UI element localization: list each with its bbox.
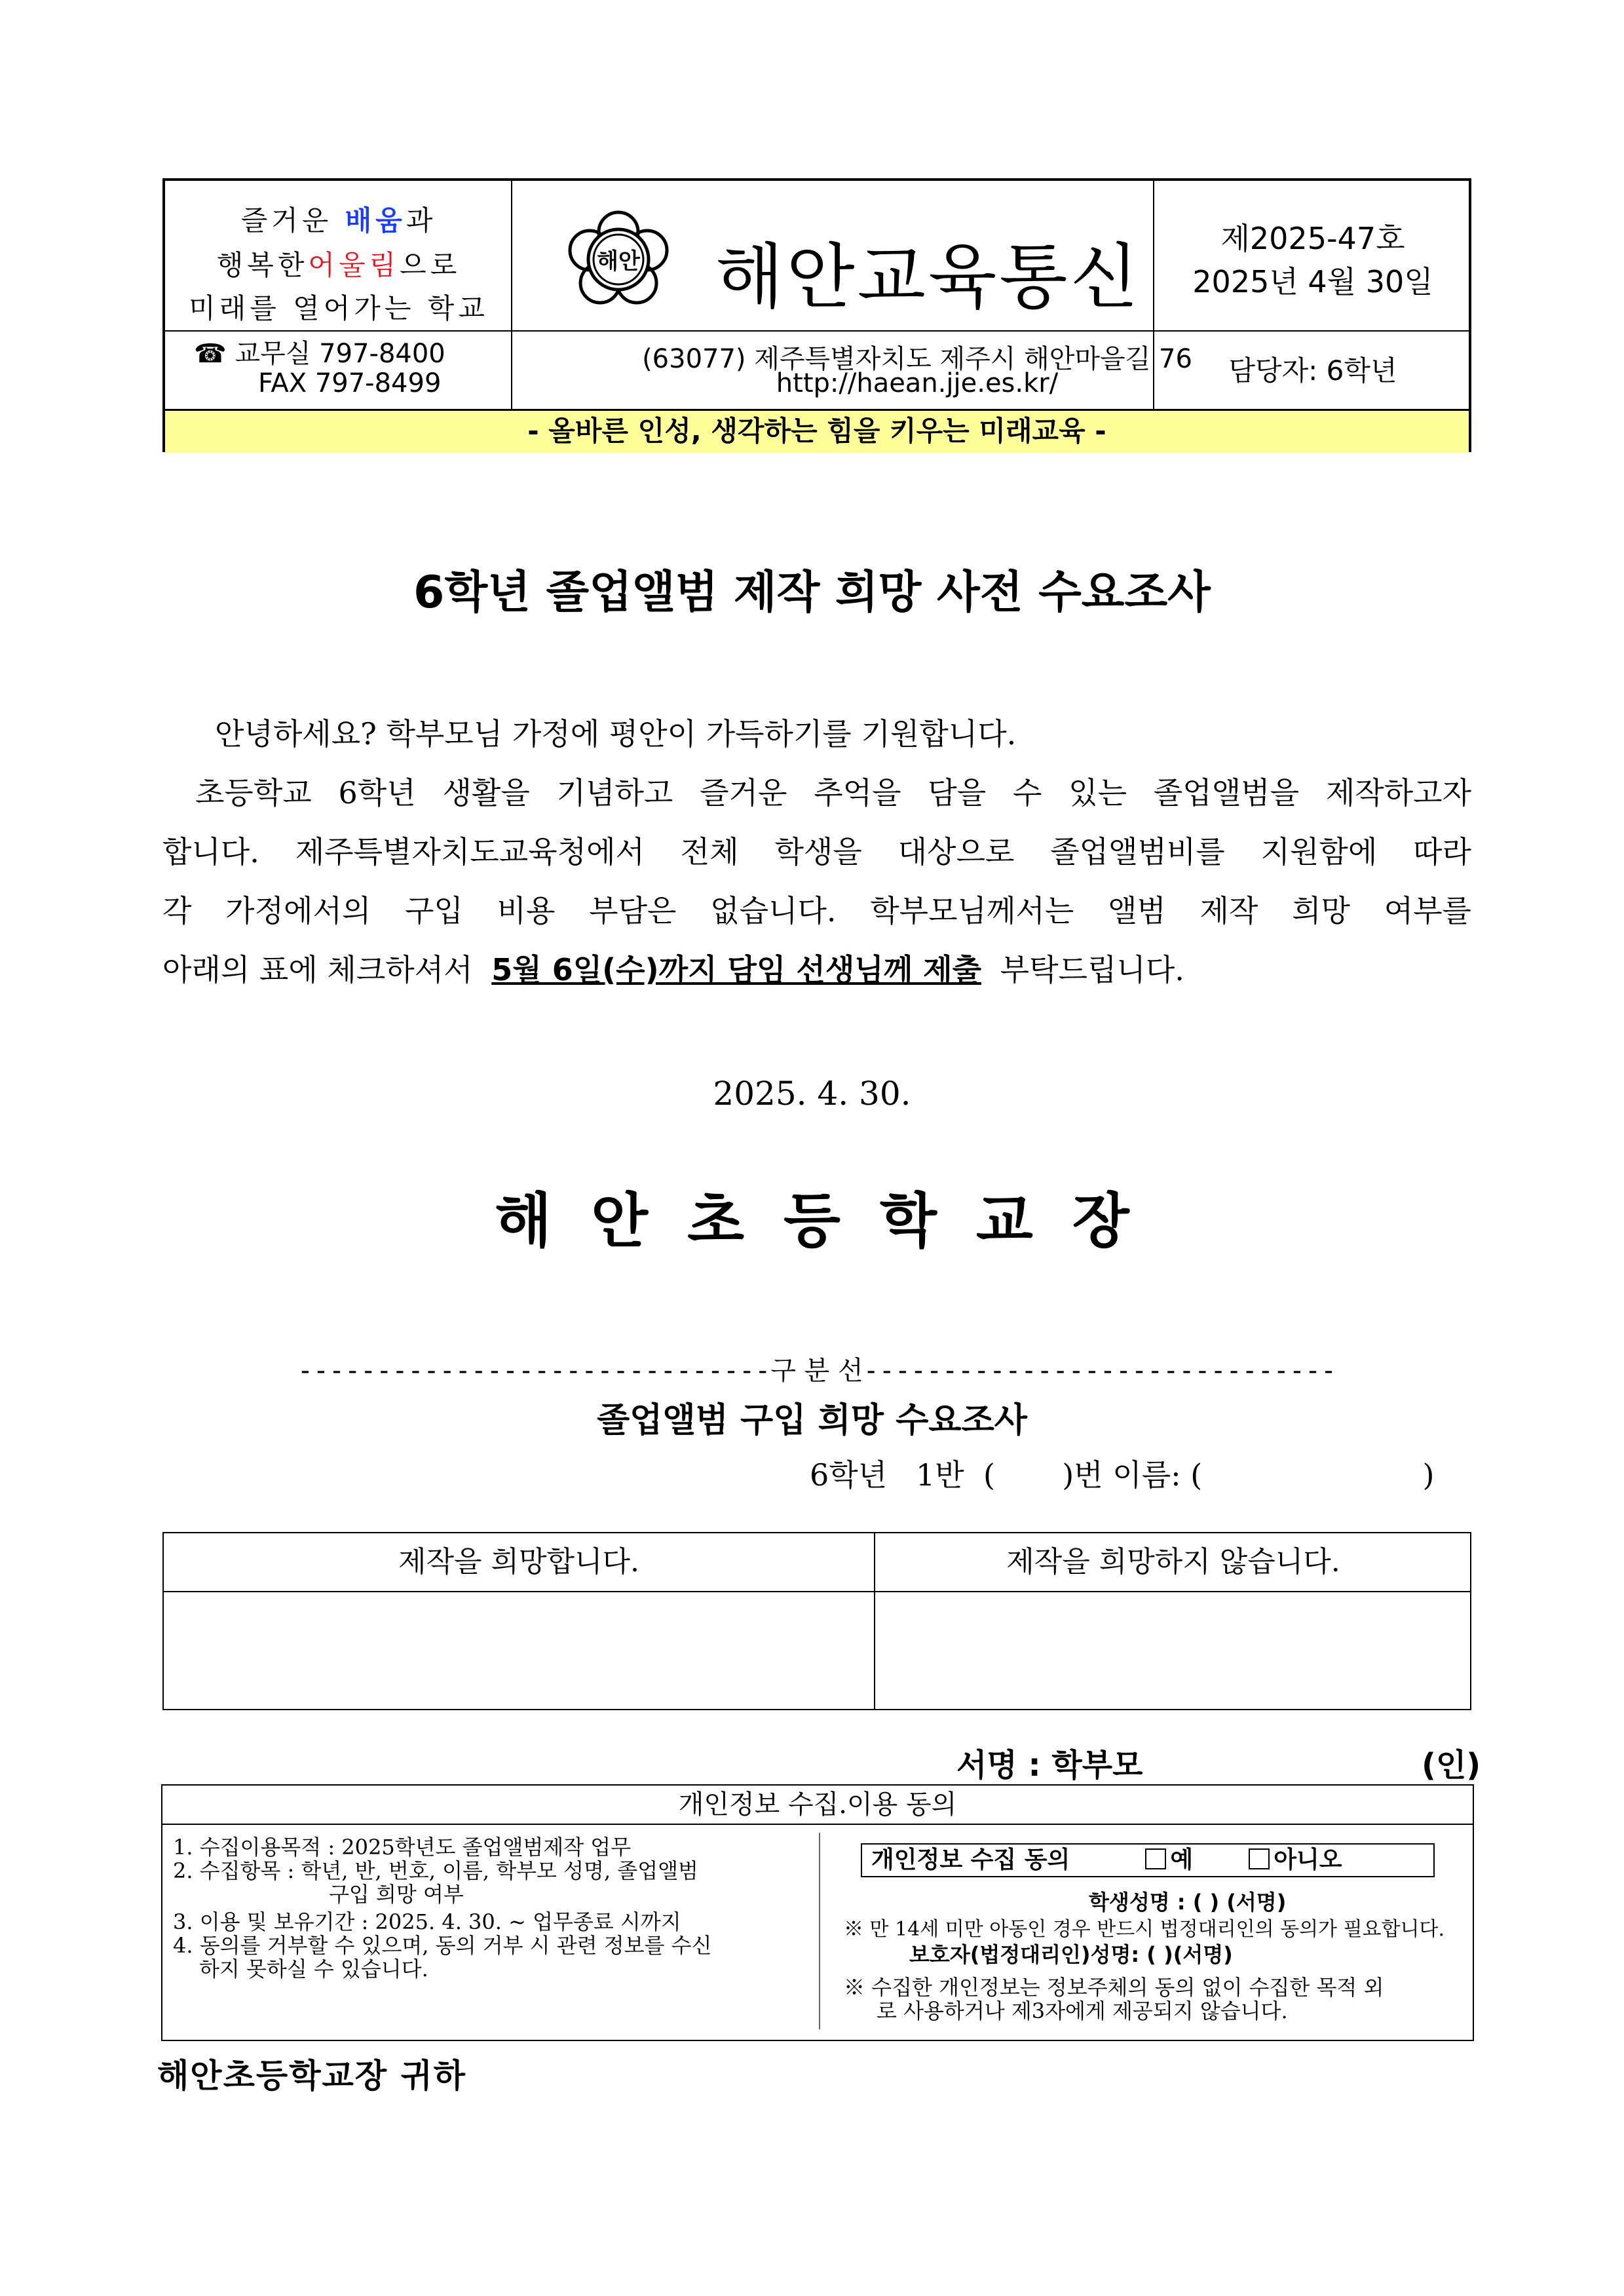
school-website: http://haean.jje.es.kr/ [776,368,1059,398]
consent-item: 구입 희망 여부 [329,1882,464,1907]
principal-signature: 해안초등학교장 [495,1187,1169,1255]
issue-number: 제2025-47호 [1220,221,1405,256]
issue-date: 2025년 4월 30일 [1192,264,1433,299]
document-title: 6학년 졸업앨범 제작 희망 사전 수요조사 [413,567,1211,619]
body-line-3: 각 가정에서의 구입 비용 부담은 없습니다. 학부모님께서는 앨범 제작 희망 여부를 [162,893,1471,928]
document-date: 2025. 4. 30. [713,1075,911,1113]
student-info-line[interactable]: 6학년 1반 ( )번 이름: ( ) [810,1457,1435,1493]
newsletter-title: 해안교육통신 [715,237,1141,318]
owner-contact: 담당자: 6학년 [1228,354,1397,387]
consent-item: 2. 수집항목 : 학년, 반, 번호, 이름, 학부모 성명, 졸업앨범 [173,1858,698,1883]
choice-no-cell[interactable] [875,1592,1471,1710]
consent-item: 3. 이용 및 보유기간 : 2025. 4. 30. ~ 업무종료 시까지 [173,1909,681,1934]
consent-yes-checkbox[interactable] [1145,1848,1166,1869]
choice-yes-cell[interactable] [164,1592,874,1710]
motto-highlight-harmony: 어울림 [308,249,400,281]
consent-no-checkbox[interactable] [1249,1848,1270,1869]
deadline-emphasis: 5월 6일(수)까지 담임 선생님께 제출 [491,952,982,987]
cut-line: ------------------------------구 분 선------------------------------ [297,1356,1337,1386]
school-emblem-icon [566,208,671,307]
fax-number: FAX 797-8499 [258,368,442,398]
consent-item: 하지 못하실 수 있습니다. [199,1957,428,1981]
album-choice-table [162,1532,1471,1710]
choice-yes-header: 제작을 희망합니다. [398,1545,639,1578]
motto-line-3: 미래를 열어가는 학교 [189,292,489,324]
addressee: 해안초등학교장 귀하 [157,2057,467,2095]
consent-item: 4. 동의를 거부할 수 있으며, 동의 거부 시 관련 정보를 수신 [173,1933,712,1958]
newsletter-header [162,178,1471,452]
guardian-signature-line[interactable]: 보호자(법정대리인)성명: ( )(서명) [909,1942,1233,1967]
privacy-note-line-1: ※ 수집한 개인정보는 정보주체의 동의 없이 수집한 목적 외 [844,1975,1384,2000]
consent-agree-row: 개인정보 수집 동의 예 아니오 [861,1843,1435,1877]
privacy-note-line-2: 로 사용하거나 제3자에게 제공되지 않습니다. [877,1999,1288,2023]
minor-consent-note: ※ 만 14세 미만 아동인 경우 반드시 법정대리인의 동의가 필요합니다. [844,1918,1445,1941]
greeting-paragraph: 안녕하세요? 학부모님 가정에 평안이 가득하기를 기원합니다. [215,716,1017,752]
motto-line-1: 즐거운 배움과 [240,204,437,237]
consent-item: 1. 수집이용목적 : 2025학년도 졸업앨범제작 업무 [173,1835,632,1860]
emblem-label: 해안 [597,248,640,275]
body-text [162,704,1471,999]
body-line-2: 합니다. 제주특별자치도교육청에서 전체 학생을 대상으로 졸업앨범비를 지원함에 따라 [162,834,1471,870]
consent-heading: 개인정보 수집.이용 동의 [162,1786,1473,1825]
slogan-banner: - 올바른 인성, 생각하는 힘을 키우는 미래교육 - [165,409,1469,453]
parent-signature-label: 서명 : 학부모 [956,1747,1143,1784]
phone-number: ☎ 교무실 797-8400 [194,339,445,369]
school-address: (63077) 제주특별자치도 제주시 해안마을길 76 [642,344,1192,374]
privacy-consent-box [161,1784,1474,2041]
student-signature-line[interactable]: 학생성명 : ( ) (서명) [1089,1890,1287,1915]
motto-highlight-learning: 배움 [345,204,406,237]
body-line-4: 아래의 표에 체크하셔서 5월 6일(수)까지 담임 선생님께 제출 부탁드립니다. [162,952,1184,987]
body-line-1: 초등학교 6학년 생활을 기념하고 즐거운 추억을 담을 수 있는 졸업앨범을 제작하고자 [195,775,1471,811]
choice-no-header: 제작을 희망하지 않습니다. [1006,1545,1340,1578]
survey-title: 졸업앨범 구입 희망 수요조사 [596,1401,1028,1440]
parent-seal[interactable]: (인) [1422,1747,1481,1784]
motto-line-2: 행복한어울림으로 [216,249,461,281]
